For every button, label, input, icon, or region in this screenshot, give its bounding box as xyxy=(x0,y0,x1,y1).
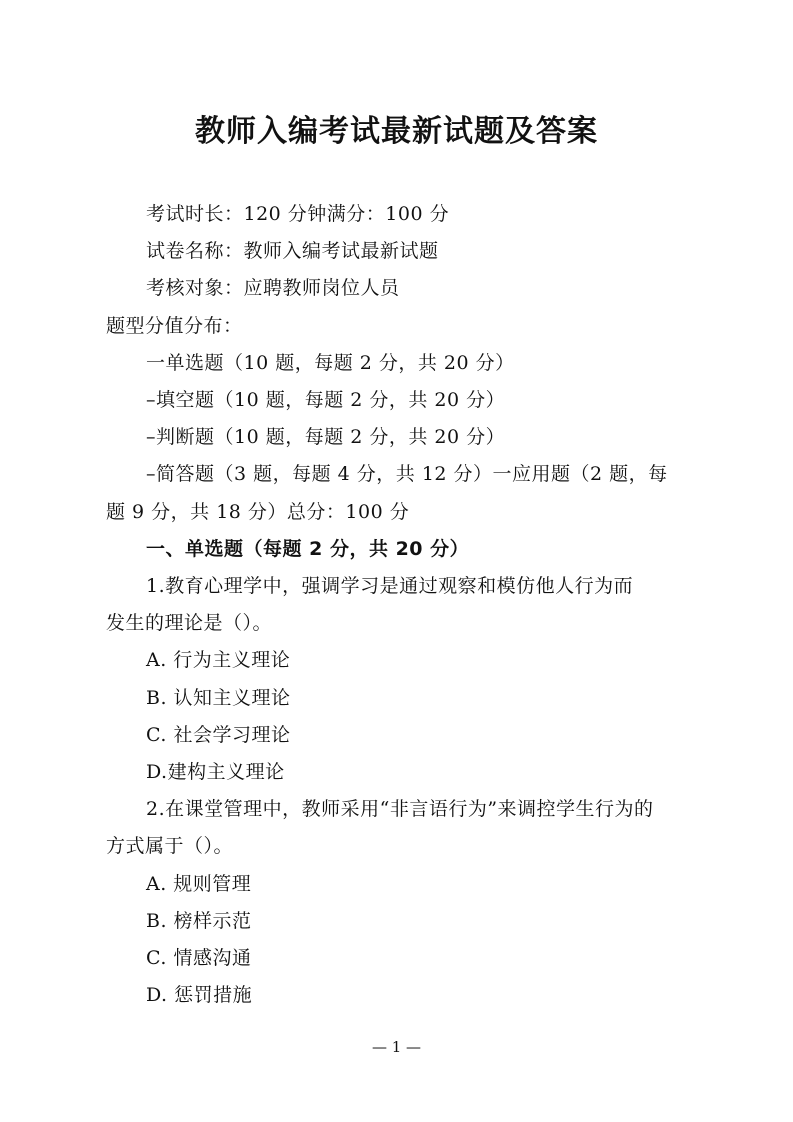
option-c: C. 社会学习理论 xyxy=(146,724,291,746)
page-number: — 1 — xyxy=(371,1038,422,1056)
option-a: A. 规则管理 xyxy=(146,873,252,895)
question-stem: 1.教育心理学中，强调学习是通过观察和模仿他人行为而 xyxy=(146,575,634,597)
question-stem-continued: 发生的理论是（）。 xyxy=(106,612,273,634)
exam-duration: 考试时长：120 分钟满分：100 分 xyxy=(146,203,450,225)
distribution-item: –填空题（10 题，每题 2 分，共 20 分） xyxy=(146,389,506,411)
distribution-item-wrapped: –简答题（3 题，每题 4 分，共 12 分）一应用题（2 题，每 xyxy=(146,463,668,485)
section-heading: 一、单选题（每题 2 分，共 20 分） xyxy=(146,538,470,560)
distribution-item: 一单选题（10 题，每题 2 分，共 20 分） xyxy=(146,352,515,374)
option-b: B. 认知主义理论 xyxy=(146,687,291,709)
option-a: A. 行为主义理论 xyxy=(146,649,291,671)
option-c: C. 情感沟通 xyxy=(146,947,252,969)
option-d: D. 惩罚措施 xyxy=(146,984,253,1006)
option-d: D.建构主义理论 xyxy=(146,761,285,783)
paper-name: 试卷名称：教师入编考试最新试题 xyxy=(146,240,439,262)
distribution-item-continued: 题 9 分，共 18 分）总分：100 分 xyxy=(106,501,410,523)
question-stem: 2.在课堂管理中，教师采用“非言语行为”来调控学生行为的 xyxy=(146,798,654,820)
distribution-item: –判断题（10 题，每题 2 分，共 20 分） xyxy=(146,426,506,448)
exam-target: 考核对象：应聘教师岗位人员 xyxy=(146,277,400,299)
question-stem-continued: 方式属于（）。 xyxy=(106,835,234,857)
document-title: 教师入编考试最新试题及答案 xyxy=(195,114,598,149)
option-b: B. 榜样示范 xyxy=(146,910,252,932)
distribution-heading: 题型分值分布： xyxy=(106,315,243,337)
